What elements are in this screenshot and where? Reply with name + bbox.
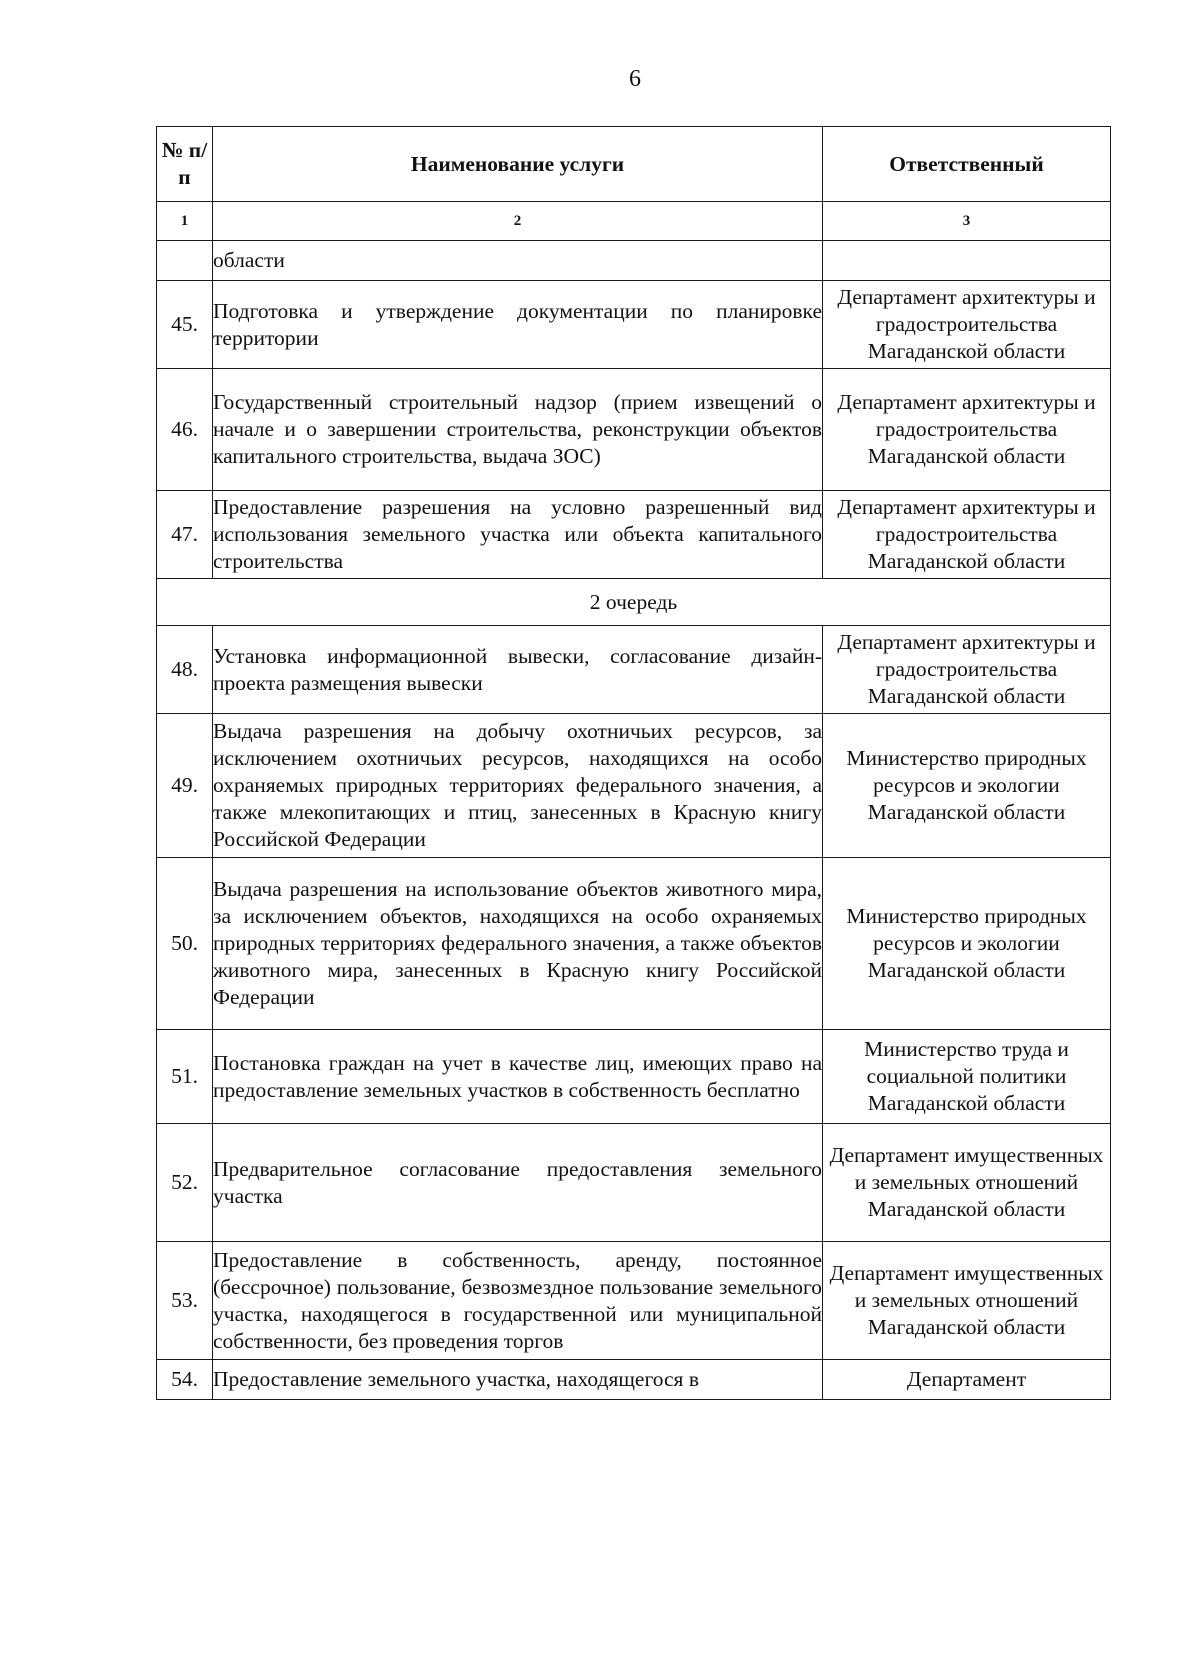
responsible: Департамент архитектуры и градостроительства Магаданской области: [823, 369, 1111, 491]
table-row: [157, 491, 1111, 579]
header-service: Наименование услуги: [213, 127, 823, 202]
responsible: Министерство труда и социальной политики Магаданской области: [823, 1030, 1111, 1124]
table-header-row: [157, 127, 1111, 202]
table-row: [157, 1360, 1111, 1400]
responsible: Департамент архитектуры и градостроительства Магаданской области: [823, 281, 1111, 369]
service-name: Предоставление разрешения на условно разрешенный вид использования земельного участка или объекта капитального строительства: [213, 491, 823, 579]
table-row: [157, 626, 1111, 714]
row-number: 54.: [157, 1360, 213, 1400]
row-number: 48.: [157, 626, 213, 714]
queue-row: [157, 579, 1111, 626]
row-number: 47.: [157, 491, 213, 579]
table-row-continuation: [157, 241, 1111, 281]
row-number: 49.: [157, 714, 213, 858]
column-number: 2: [213, 202, 823, 241]
service-name: Предоставление земельного участка, находящегося в: [213, 1360, 823, 1400]
service-name: Установка информационной вывески, согласование дизайн-проекта размещения вывески: [213, 626, 823, 714]
service-name: Предоставление в собственность, аренду, постоянное (бессрочное) пользование, безвозмездное пользование земельного участка, находящегося в государственной или муниципальной собственности, без проведения торгов: [213, 1242, 823, 1360]
service-name: Постановка граждан на учет в качестве лиц, имеющих право на предоставление земельных участков в собственность бесплатно: [213, 1030, 823, 1124]
service-name: Государственный строительный надзор (прием извещений о начале и о завершении строительства, реконструкции объектов капитального строительства, выдача ЗОС): [213, 369, 823, 491]
row-number: 51.: [157, 1030, 213, 1124]
table-row: [157, 1242, 1111, 1360]
responsible: Департамент имущественных и земельных отношений Магаданской области: [823, 1124, 1111, 1242]
row-number: 50.: [157, 858, 213, 1030]
table-row: [157, 281, 1111, 369]
table-row: [157, 1124, 1111, 1242]
responsible: Департамент имущественных и земельных отношений Магаданской области: [823, 1242, 1111, 1360]
header-num: № п/п: [157, 127, 213, 202]
row-number: [157, 241, 213, 281]
queue-label: 2 очередь: [157, 579, 1111, 626]
table-row: [157, 369, 1111, 491]
responsible: Департамент архитектуры и градостроительства Магаданской области: [823, 626, 1111, 714]
service-name: Выдача разрешения на добычу охотничьих ресурсов, за исключением охотничьих ресурсов, находящихся на особо охраняемых природных территориях федерального значения, а также млекопитающих и птиц, занесенных в Красную книгу Российской Федерации: [213, 714, 823, 858]
responsible: Министерство природных ресурсов и экологии Магаданской области: [823, 714, 1111, 858]
row-number: 53.: [157, 1242, 213, 1360]
row-number: 52.: [157, 1124, 213, 1242]
responsible: Министерство природных ресурсов и экологии Магаданской области: [823, 858, 1111, 1030]
table-row: [157, 1030, 1111, 1124]
table-row: [157, 714, 1111, 858]
service-name: Выдача разрешения на использование объектов животного мира, за исключением объектов, находящихся на особо охраняемых природных территориях федерального значения, а также объектов животного мира, занесенных в Красную книгу Российской Федерации: [213, 858, 823, 1030]
service-name: области: [213, 241, 823, 281]
row-number: 46.: [157, 369, 213, 491]
responsible: [823, 241, 1111, 281]
column-number: 3: [823, 202, 1111, 241]
services-table: [156, 126, 1111, 1400]
responsible: Департамент: [823, 1360, 1111, 1400]
column-number: 1: [157, 202, 213, 241]
responsible: Департамент архитектуры и градостроительства Магаданской области: [823, 491, 1111, 579]
table-row: [157, 858, 1111, 1030]
page-number: 6: [629, 66, 641, 92]
service-name: Подготовка и утверждение документации по планировке территории: [213, 281, 823, 369]
column-number-row: [157, 202, 1111, 241]
header-responsible: Ответственный: [823, 127, 1111, 202]
service-name: Предварительное согласование предоставления земельного участка: [213, 1124, 823, 1242]
row-number: 45.: [157, 281, 213, 369]
